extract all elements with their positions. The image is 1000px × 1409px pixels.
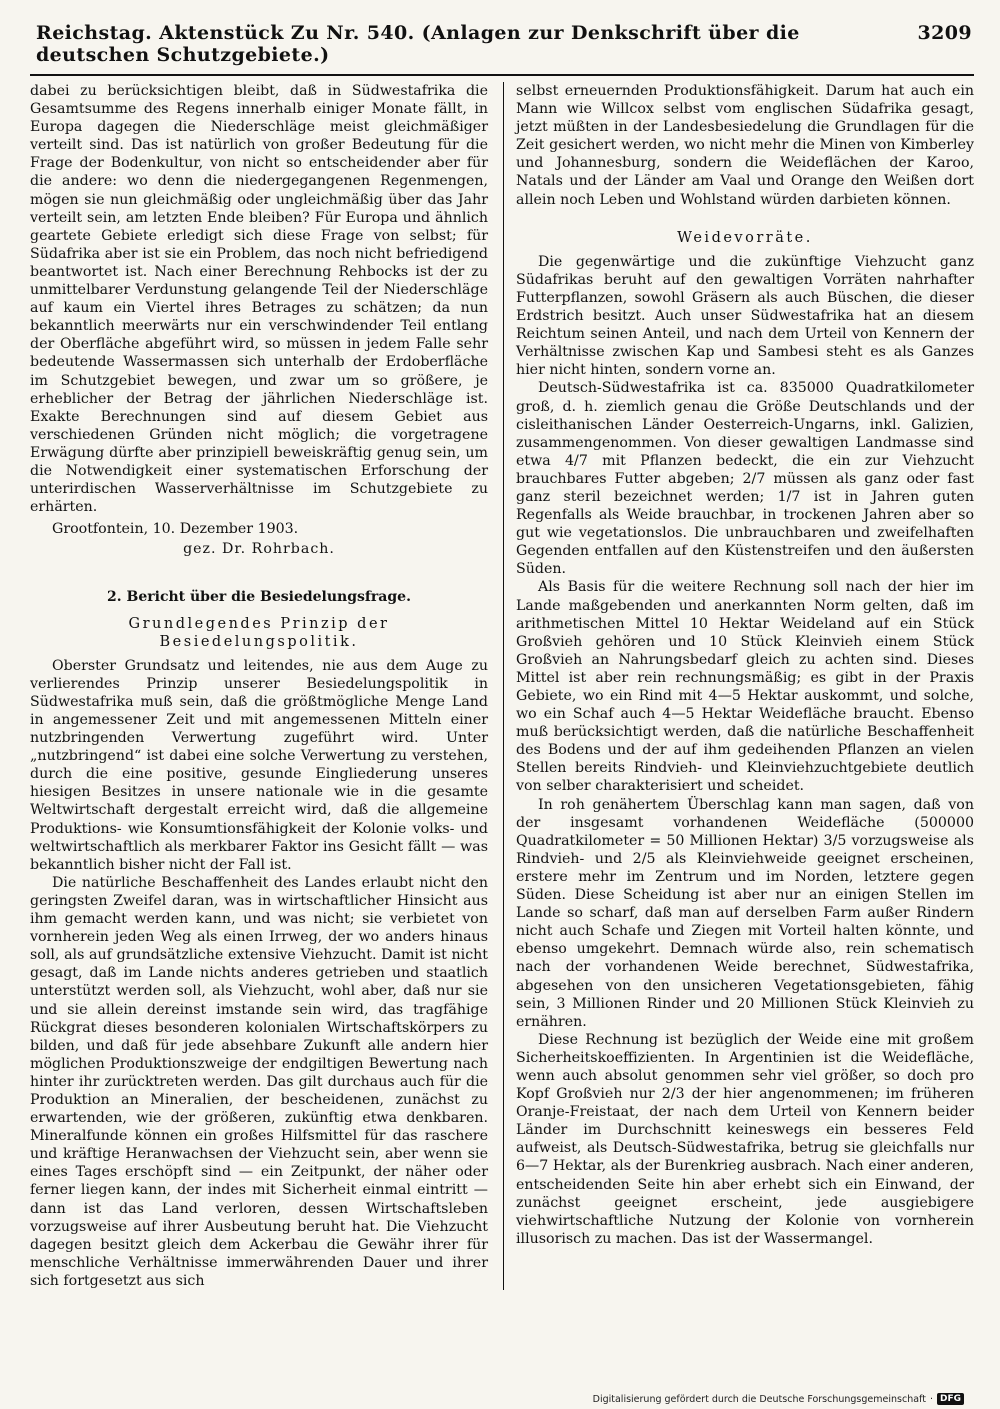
text-columns xyxy=(30,82,974,1290)
paragraph: Oberster Grundsatz und leitendes, nie aus dem Auge zu verlierendes Prinzip unserer Besiedelungspolitik in Südwestafrika muß sein, daß die größtmögliche Menge Land in angemessener Zeit und mit angemessenen Mitteln einer nutzbringenden Verwertung zugeführt wird. Unter „nutzbringend“ ist dabei eine solche Verwertung zu verstehen, durch die eine positive, gesunde Eingliederung unseres hiesigen Besitzes in unsere nationale wie in die gesamte Weltwirtschaft dergestalt erreicht wird, daß die allgemeine Produktions- wie Konsumtionsfähigkeit der Kolonie volks- und weltwirtschaftlich als merkbarer Faktor ins Gesicht fällt — was bekanntlich bisher nicht der Fall ist. xyxy=(30,657,488,873)
place-date: Grootfontein, 10. Dezember 1903. xyxy=(52,521,299,538)
paragraph: Die natürliche Beschaffenheit des Landes erlaubt nicht den geringsten Zweifel daran, was in wirtschaftlicher Hinsicht aus ihm gemacht werden kann, und was nicht; sie verbietet von vornherein jeden Weg als einen Irrweg, der wo anders hinaus soll, als auf grundsätzliche extensive Viehzucht. Damit ist nicht gesagt, daß im Lande nichts anderes getrieben und staatlich unterstützt werden soll, als Viehzucht, wohl aber, daß nur sie und sie allein dereinst imstande sein wird, das tragfähige Rückgrat dieses besonderen kolonialen Wirtschaftskörpers zu bilden, und daß für jede absehbare Zukunft alle andern hier möglichen Produktionszweige der endgiltigen Bewertung nach hinter ihr zurücktreten werden. Das gilt durchaus auch für die Produktion an Mineralien, der bescheidenen, zunächst zu erwartenden, wie der größeren, zukünftig etwa denkbaren. Mineralfunde können ein großes Hilfsmittel für das raschere und kräftige Heranwachsen der Viehzucht sein, aber wenn sie eines Tages erschöpft sind — ein Zeitpunkt, der näher oder ferner liegen kann, der indes mit Sicherheit einmal eintritt — dann ist das Land verloren, dessen Wirtschaftsleben vorzugsweise auf ihrer Ausbeutung beruht hat. Die Viehzucht dagegen besitzt gleich dem Ackerbau die Gewähr ihrer für menschliche Verhältnisse immerwährenden Dauer und ihrer sich fortgesetzt aus sich xyxy=(30,874,488,1289)
dfg-logo-icon: DFG xyxy=(937,1393,964,1405)
paragraph: dabei zu berücksichtigen bleibt, daß in Südwestafrika die Gesamtsumme des Regens innerhalb einiger Monate fällt, in Europa dagegen die Niederschläge meist gleichmäßiger verteilt sind. Das ist natürlich von großer Bedeutung für die Frage der Bodenkultur, von nicht so entscheidender aber für die andere: wo denn die niedergegangenen Regenmengen, mögen sie nun gleichmäßig oder ungleichmäßig über das Jahr verteilt sein, am letzten Ende bleiben? Für Europa und ähnlich geartete Gebiete erledigt sich diese Frage von selbst; für Südafrika aber ist sie ein Problem, das noch nicht befriedigend beantwortet ist. Nach einer Berechnung Rehbocks ist der zu unmittelbarer Verdunstung gelangende Teil der Niederschläge auf kaum ein Viertel ihres Betrages zu schätzen; da nun bekanntlich meerwärts nur ein verschwindender Teil entlang der Oberfläche abgeführt wird, so müssen in jedem Falle sehr bedeutende Wassermassen sich unterhalb der Erdoberfläche im Schutzgebiet bewegen, und zwar um so größere, je erheblicher der Betrag der jährlichen Niederschläge ist. Exakte Berechnungen sind auf diesem Gebiet aus verschiedenen Gründen nicht möglich; die vorgetragene Erwägung dürfte aber prinzipiell beweiskräftig genug sein, um die Notwendigkeit einer systematischen Erforschung der unterirdischen Wasserverhältnisse im Schutzgebiete zu erhärten. xyxy=(30,83,488,516)
header-title: Reichstag. Aktenstück Zu Nr. 540. (Anlagen zur Denkschrift über die deutschen Schutzgebiete.) xyxy=(36,22,800,66)
signature: gez. Dr. Rohrbach. xyxy=(183,541,335,558)
column-divider xyxy=(503,82,504,1290)
footer-text: Digitalisierung gefördert durch die Deutsche Forschungsgemeinschaft xyxy=(592,1393,926,1405)
paragraph: Als Basis für die weitere Rechnung soll nach der hier im Lande maßgebenden und anerkannten Norm gelten, daß im arithmetischen Mittel 10 Hektar Weideland auf ein Stück Großvieh gehören und 10 Stück Kleinvieh einem Stück Großvieh an Nahrungsbedarf gleich zu achten sind. Dieses Mittel ist aber rein rechnungsmäßig; es gibt in der Praxis Gebiete, wo ein Rind mit 4—5 Hektar auskommt, und solche, wo ein Schaf auch 4—5 Hektar Weidefläche braucht. Ebenso muß berücksichtigt werden, daß die natürliche Beschaffenheit des Bodens und der auf ihm gedeihenden Pflanzen an vielen Stellen bereits Rindvieh- und Kleinviehzuchtgebiete deutlich von selber charakterisiert und scheidet. xyxy=(516,579,974,795)
left-column xyxy=(30,82,502,1290)
paragraph: Deutsch-Südwestafrika ist ca. 835000 Quadratkilometer groß, d. h. ziemlich genau die Größe Deutschlands und der cisleithanischen Länder Oesterreich-Ungarns, inkl. Galizien, zusammengenommen. Von dieser gewaltigen Landmasse sind etwa 4/7 mit Pflanzen bedeckt, die ein zur Viehzucht brauchbares Futter abgeben; 2/7 müssen als ganz oder fast ganz steril bezeichnet werden; 1/7 ist in Jahren guten Regenfalls als Weide brauchbar, in trockenen Jahren aber so gut wie vegetationslos. Die unbrauchbaren und zweifelhaften Gegenden entfallen auf den Küstenstreifen und den äußersten Süden. xyxy=(516,380,974,578)
paragraph: Die gegenwärtige und die zukünftige Viehzucht ganz Südafrikas beruht auf den gewaltigen Vorräten nahrhafter Futterpflanzen, sowohl Gräsern als auch Büschen, die dieser Erdstrich besitzt. Auch unser Südwestafrika hat an diesem Reichtum seinen Anteil, und nach dem Urteil von Kennern der Verhältnisse zwischen Kap und Sambesi steht es als Ganzes hier nicht hinten, sondern vorne an. xyxy=(516,253,974,379)
paragraph: Diese Rechnung ist bezüglich der Weide eine mit großem Sicherheitskoeffizienten. In Argentinien ist die Weidefläche, wenn auch absolut genommen sehr viel größer, so doch pro Kopf Großvieh nur 2/3 der hier angenommenen; im früheren Oranje-Freistaat, der nach dem Urteil von Kennern beider Länder im Durchschnitt keineswegs ein besseres Feld aufweist, als Deutsch-Südwestafrika, betrug sie gleichfalls nur 6—7 Hektar, als der Burenkrieg ausbrach. Nach einer anderen, entscheidenden Seite hin aber erhebt sich ein Einwand, der zunächst geeignet erscheint, jede ausgiebigere viehwirtschaftliche Nutzung der Kolonie von vornherein illusorisch zu machen. Das ist der Wassermangel. xyxy=(516,1031,974,1247)
spacer xyxy=(516,209,974,225)
footer xyxy=(593,1393,964,1405)
subheading: Weidevorräte. xyxy=(677,229,813,246)
right-column xyxy=(502,82,974,1290)
document-page xyxy=(30,22,974,1290)
paragraph: selbst erneuernden Produktionsfähigkeit. Darum hat auch ein Mann wie Willcox selbst vom englischen Südafrika gesagt, jetzt müßten in der Landesbesiedelung die Grundlagen für die Zeit gesichert werden, wo nicht mehr die Minen von Kimberley und Johannesburg, sondern die Weideflächen der Karoo, Natals und der Länder am Vaal und Orange den Weißen dort allein noch Leben und Wohlstand würden darbieten können. xyxy=(516,83,974,208)
page-header xyxy=(30,22,974,76)
section-heading: 2. Bericht über die Besiedelungsfrage. xyxy=(107,589,411,606)
separator: · xyxy=(929,1393,933,1405)
page-number: 3209 xyxy=(917,22,972,44)
subheading: Grundlegendes Prinzip der Besiedelungspolitik. xyxy=(128,615,390,650)
paragraph: In roh genähertem Überschlag kann man sagen, daß von der insgesamt vorhandenen Weidefläche (500000 Quadratkilometer = 50 Millionen Hektar) 3/5 vorzugsweise als Rindvieh- und 2/5 als Kleinviehweide geeignet erscheinen, erstere mehr im Zentrum und im Norden, letztere gegen Süden. Diese Scheidung ist aber nur an einigen Stellen im Lande so scharf, daß man auf derselben Farm außer Rindern nicht auch Schafe und Ziegen mit Vorteil halten könnte, und ebenso umgekehrt. Demnach würde also, rein schematisch nach der vorhandenen Weide berechnet, Südwestafrika, abgesehen von den unsicheren Vegetationsgebieten, fähig sein, 3 Millionen Rinder und 20 Millionen Stück Kleinvieh zu ernähren. xyxy=(516,796,974,1030)
